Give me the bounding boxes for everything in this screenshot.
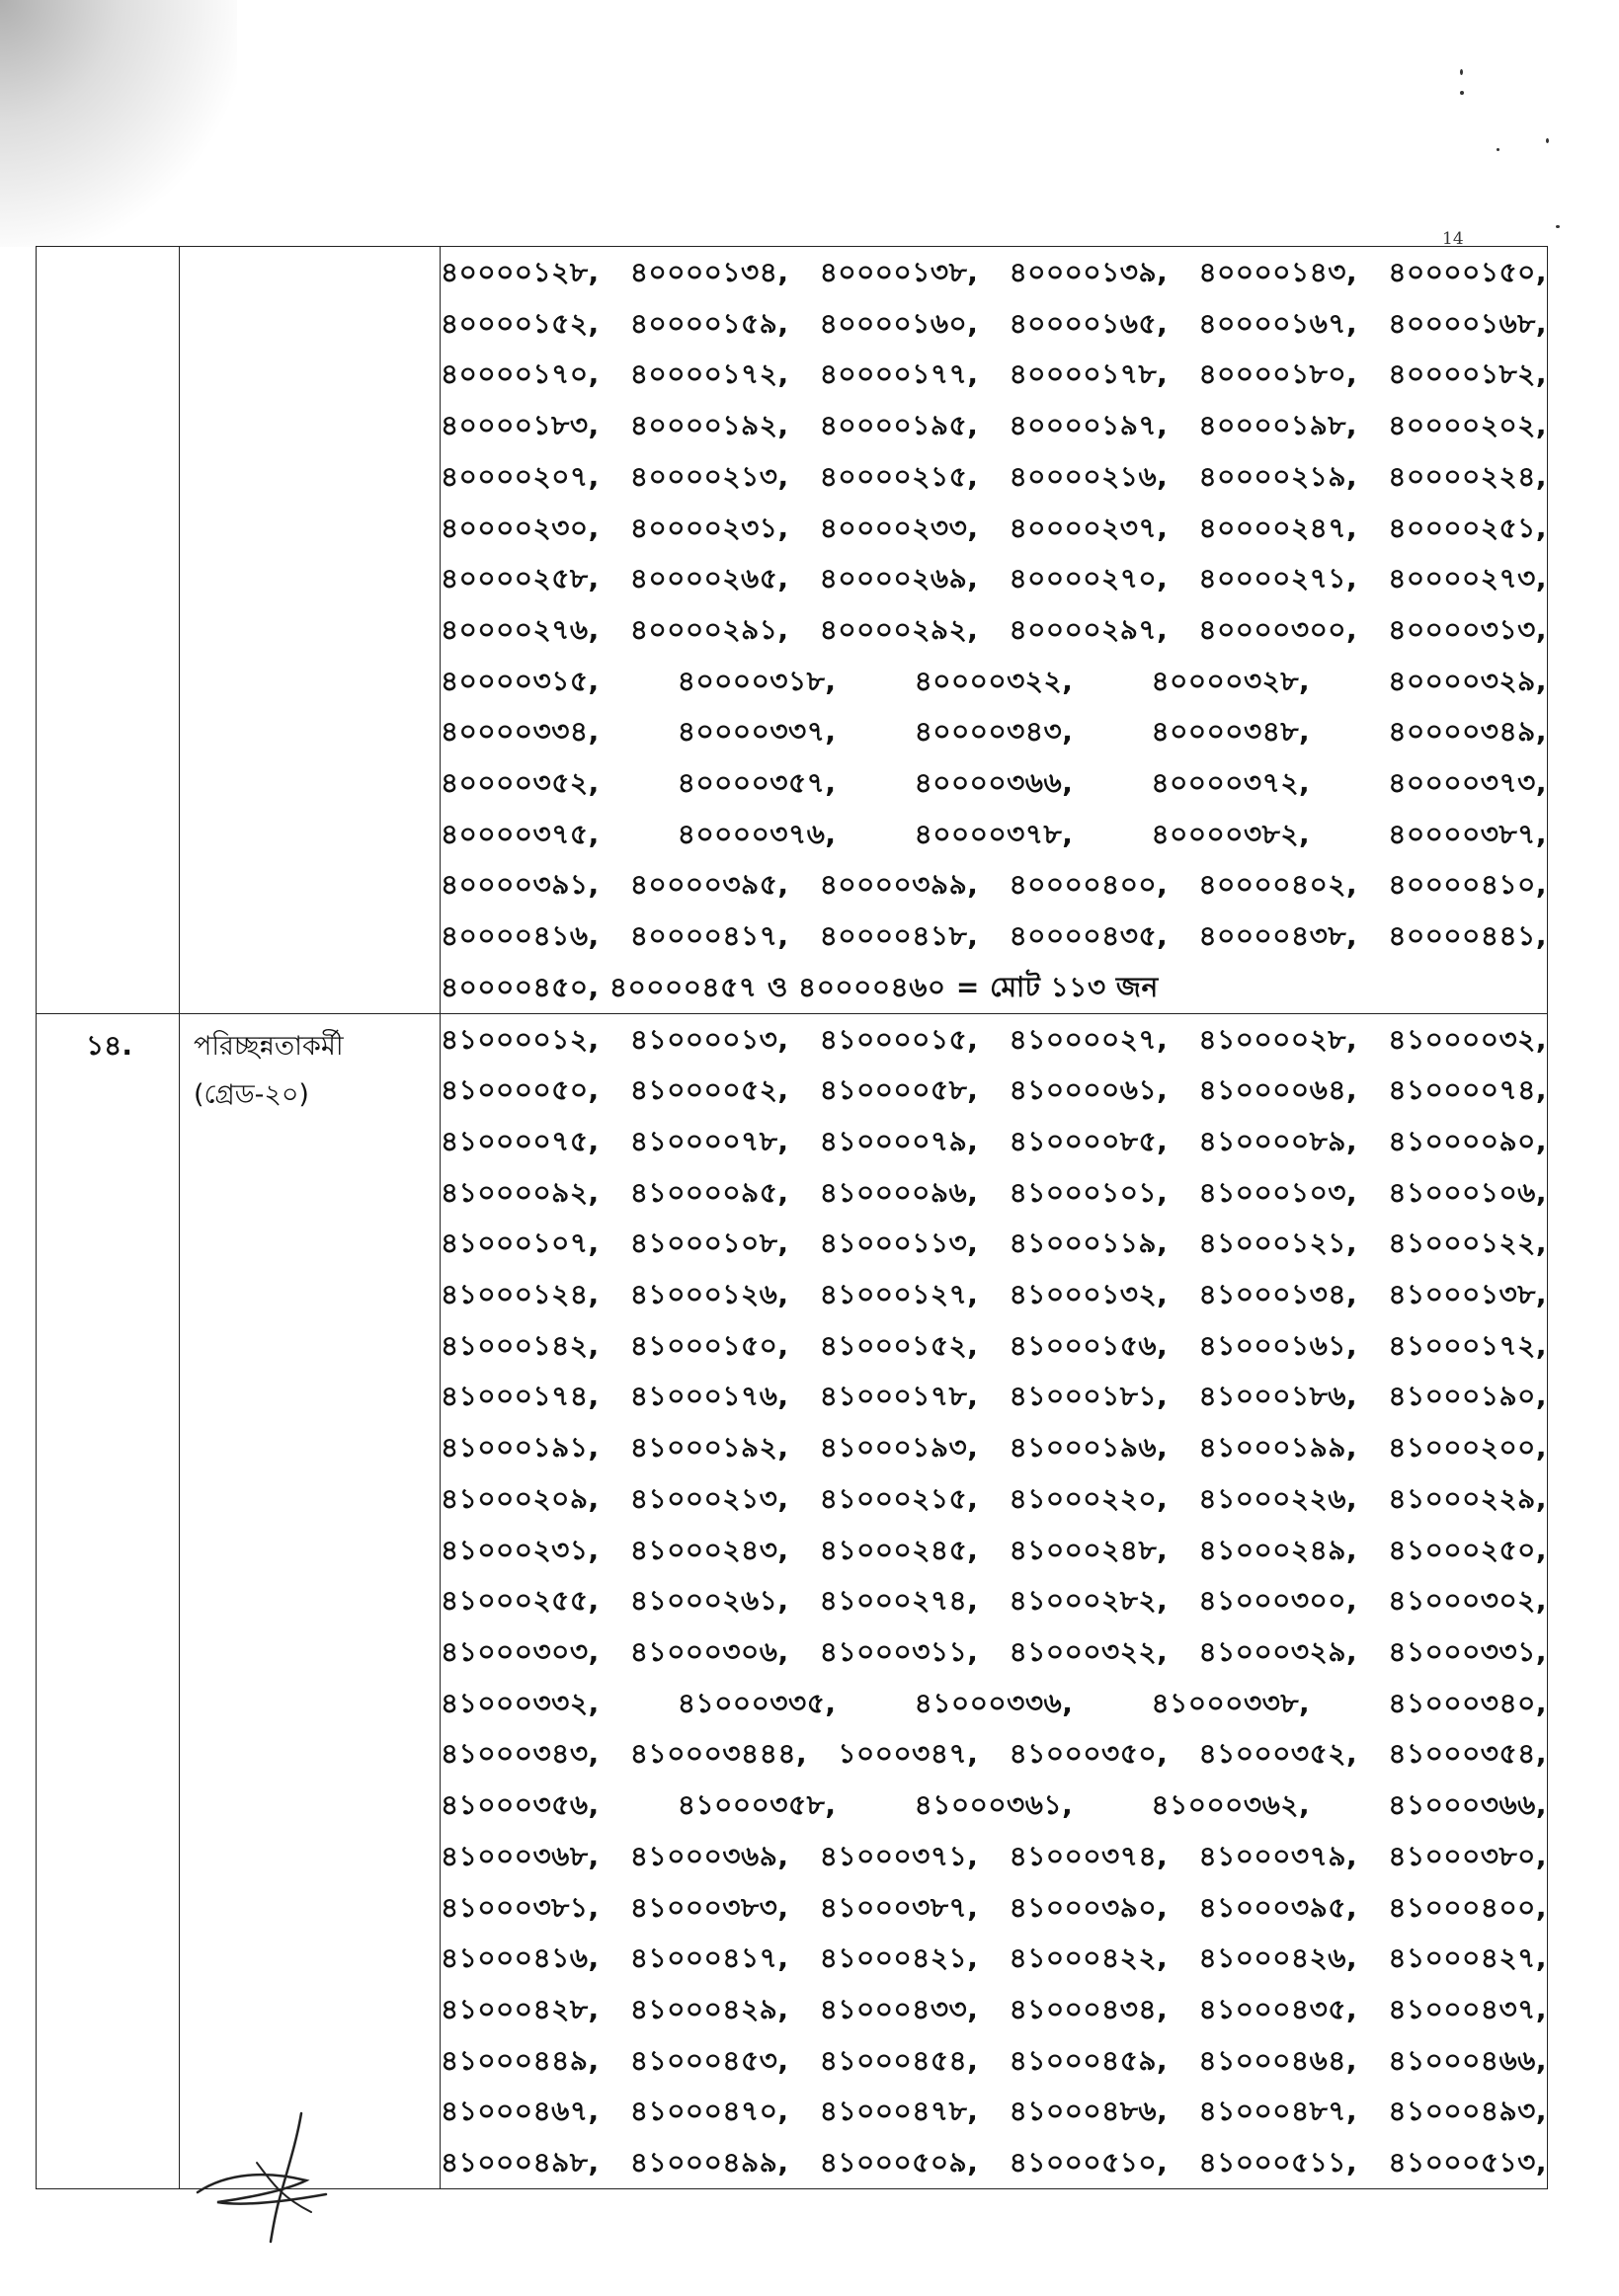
table-row <box>37 247 1548 1014</box>
page-number: 14 <box>1442 229 1464 249</box>
serial-cell <box>37 1013 180 2188</box>
scan-speck <box>1460 91 1464 95</box>
roll-line: ৪১০০০১৪২, ৪১০০০১৫০, ৪১০০০১৫২, ৪১০০০১৫৬, ৪১০০০১৬১, ৪১০০০১৭২, <box>441 1328 1547 1362</box>
scan-speck <box>1556 225 1560 228</box>
serial-cell <box>37 247 180 1014</box>
serial-number: ১৪. <box>86 1028 132 1062</box>
signature-icon <box>188 2103 346 2252</box>
roll-line: ৪১০০০৩৩২, ৪১০০০৩৩৫, ৪১০০০৩৩৬, ৪১০০০৩৩৮, ৪১০০০৩৪০, <box>441 1686 1547 1719</box>
roll-line: ৪১০০০০১২, ৪১০০০০১৩, ৪১০০০০১৫, ৪১০০০০২৭, ৪১০০০০২৮, ৪১০০০০৩২, <box>441 1022 1547 1056</box>
roll-line: ৪১০০০৪১৬, ৪১০০০৪১৭, ৪১০০০৪২১, ৪১০০০৪২২, ৪১০০০৪২৬, ৪১০০০৪২৭, <box>441 1941 1547 1975</box>
roll-line: ৪০০০০৩৩৪, ৪০০০০৩৩৭, ৪০০০০৩৪৩, ৪০০০০৩৪৮, ৪০০০০৩৪৯, <box>441 715 1547 749</box>
roll-numbers-cell <box>441 1013 1548 2188</box>
roll-line: ৪১০০০৪২৮, ৪১০০০৪২৯, ৪১০০০৪৩৩, ৪১০০০৪৩৪, ৪১০০০৪৩৫, ৪১০০০৪৩৭, <box>441 1992 1547 2025</box>
roll-line: ৪০০০০২০৭, ৪০০০০২১৩, ৪০০০০২১৫, ৪০০০০২১৬, ৪০০০০২১৯, ৪০০০০২২৪, <box>441 459 1547 493</box>
roll-line: ৪১০০০০৫০, ৪১০০০০৫২, ৪১০০০০৫৮, ৪১০০০০৬১, ৪১০০০০৬৪, ৪১০০০০৭৪, <box>441 1073 1547 1107</box>
roll-line: ৪১০০০১৯১, ৪১০০০১৯২, ৪১০০০১৯৩, ৪১০০০১৯৬, ৪১০০০১৯৯, ৪১০০০২০০, <box>441 1431 1547 1465</box>
roll-line: ৪১০০০৪৯৮, ৪১০০০৪৯৯, ৪১০০০৫০৯, ৪১০০০৫১০, ৪১০০০৫১১, ৪১০০০৫১৩, <box>441 2146 1547 2179</box>
roll-line: ৪১০০০৩৫৬, ৪১০০০৩৫৮, ৪১০০০৩৬১, ৪১০০০৩৬২, ৪১০০০৩৬৬, <box>441 1788 1547 1822</box>
roll-line: ৪০০০০১২৮, ৪০০০০১৩৪, ৪০০০০১৩৮, ৪০০০০১৩৯, ৪০০০০১৪৩, ৪০০০০১৫০, <box>441 256 1547 288</box>
roll-line: ৪১০০০২৩১, ৪১০০০২৪৩, ৪১০০০২৪৫, ৪১০০০২৪৮, ৪১০০০২৪৯, ৪১০০০২৫০, <box>441 1533 1547 1566</box>
roll-line: ৪০০০০৩৫২, ৪০০০০৩৫৭, ৪০০০০৩৬৬, ৪০০০০৩৭২, ৪০০০০৩৭৩, <box>441 766 1547 800</box>
serial-number <box>37 247 179 257</box>
post-grade: (গ্রেড-২০) <box>194 1078 309 1110</box>
roll-line: ৪১০০০৩০৩, ৪১০০০৩০৬, ৪১০০০৩১১, ৪১০০০৩২২, ৪১০০০৩২৯, ৪১০০০৩৩১, <box>441 1634 1547 1668</box>
roll-line: ৪০০০০৩৯১, ৪০০০০৩৯৫, ৪০০০০৩৯৯, ৪০০০০৪০০, ৪০০০০৪০২, ৪০০০০৪১০, <box>441 868 1547 902</box>
candidate-list-table <box>36 246 1548 2189</box>
roll-line: ৪০০০০৩৭৫, ৪০০০০৩৭৬, ৪০০০০৩৭৮, ৪০০০০৩৮২, ৪০০০০৩৮৭, <box>441 817 1547 850</box>
post-cell <box>180 247 441 1014</box>
roll-numbers-cell <box>441 247 1548 1014</box>
roll-line: ৪১০০০২৫৫, ৪১০০০২৬১, ৪১০০০২৭৪, ৪১০০০২৮২, ৪১০০০৩০০, ৪১০০০৩০২, <box>441 1584 1547 1618</box>
total-count-line: ৪০০০০৪৫০, ৪০০০০৪৫৭ ও ৪০০০০৪৬০ = মোট ১১৩ জন <box>441 970 1159 1003</box>
scan-shadow <box>0 0 237 247</box>
scan-speck <box>1460 69 1463 75</box>
scan-speck <box>1497 148 1499 151</box>
roll-line: ৪০০০০২৫৮, ৪০০০০২৬৫, ৪০০০০২৬৯, ৪০০০০২৭০, ৪০০০০২৭১, ৪০০০০২৭৩, <box>441 562 1547 595</box>
roll-line: ৪১০০০৪৪৯, ৪১০০০৪৫৩, ৪১০০০৪৫৪, ৪১০০০৪৫৯, ৪১০০০৪৬৪, ৪১০০০৪৬৬, <box>441 2043 1547 2077</box>
table-row <box>37 1013 1548 2188</box>
roll-line: ৪১০০০৪৬৭, ৪১০০০৪৭০, ৪১০০০৪৭৮, ৪১০০০৪৮৬, ৪১০০০৪৮৭, ৪১০০০৪৯৩, <box>441 2095 1547 2128</box>
post-name: পরিচ্ছন্নতাকর্মী <box>194 1030 344 1062</box>
roll-line: ৪১০০০৩৪৩, ৪১০০০৩৪৪৪, ১০০০৩৪৭, ৪১০০০৩৫০, ৪১০০০৩৫২, ৪১০০০৩৫৪, <box>441 1737 1547 1771</box>
roll-line: ৪০০০০৪১৬, ৪০০০০৪১৭, ৪০০০০৪১৮, ৪০০০০৪৩৫, ৪০০০০৪৩৮, ৪০০০০৪৪১, <box>441 919 1547 953</box>
roll-line: ৪০০০০১৮৩, ৪০০০০১৯২, ৪০০০০১৯৫, ৪০০০০১৯৭, ৪০০০০১৯৮, ৪০০০০২০২, <box>441 409 1547 442</box>
roll-line: ৪১০০০৩৮১, ৪১০০০৩৮৩, ৪১০০০৩৮৭, ৪১০০০৩৯০, ৪১০০০৩৯৫, ৪১০০০৪০০, <box>441 1890 1547 1924</box>
roll-line: ৪১০০০১৭৪, ৪১০০০১৭৬, ৪১০০০১৭৮, ৪১০০০১৮১, ৪১০০০১৮৬, ৪১০০০১৯০, <box>441 1380 1547 1413</box>
roll-line: ৪০০০০১৫২, ৪০০০০১৫৯, ৪০০০০১৬০, ৪০০০০১৬৫, ৪০০০০১৬৭, ৪০০০০১৬৮, <box>441 306 1547 340</box>
roll-line: ৪০০০০২৩০, ৪০০০০২৩১, ৪০০০০২৩৩, ৪০০০০২৩৭, ৪০০০০২৪৭, ৪০০০০২৫১, <box>441 511 1547 544</box>
roll-line: ৪১০০০১০৭, ৪১০০০১০৮, ৪১০০০১১৩, ৪১০০০১১৯, ৪১০০০১২১, ৪১০০০১২২, <box>441 1227 1547 1260</box>
roll-line: ৪১০০০১২৪, ৪১০০০১২৬, ৪১০০০১২৭, ৪১০০০১৩২, ৪১০০০১৩৪, ৪১০০০১৩৮, <box>441 1278 1547 1311</box>
post-cell <box>180 1013 441 2188</box>
roll-line: ৪১০০০০৯২, ৪১০০০০৯৫, ৪১০০০০৯৬, ৪১০০০১০১, ৪১০০০১০৩, ৪১০০০১০৬, <box>441 1175 1547 1209</box>
roll-line: ৪০০০০২৭৬, ৪০০০০২৯১, ৪০০০০২৯২, ৪০০০০২৯৭, ৪০০০০৩০০, ৪০০০০৩১৩, <box>441 612 1547 646</box>
roll-line: ৪১০০০০৭৫, ৪১০০০০৭৮, ৪১০০০০৭৯, ৪১০০০০৮৫, ৪১০০০০৮৯, ৪১০০০০৯০, <box>441 1124 1547 1157</box>
roll-line: ৪১০০০২০৯, ৪১০০০২১৩, ৪১০০০২১৫, ৪১০০০২২০, ৪১০০০২২৬, ৪১০০০২২৯, <box>441 1481 1547 1515</box>
scan-speck <box>1546 138 1549 143</box>
roll-line: ৪০০০০১৭০, ৪০০০০১৭২, ৪০০০০১৭৭, ৪০০০০১৭৮, ৪০০০০১৮০, ৪০০০০১৮২, <box>441 357 1547 391</box>
roll-line: ৪০০০০৩১৫, ৪০০০০৩১৮, ৪০০০০৩২২, ৪০০০০৩২৮, ৪০০০০৩২৯, <box>441 664 1547 697</box>
roll-line: ৪১০০০৩৬৮, ৪১০০০৩৬৯, ৪১০০০৩৭১, ৪১০০০৩৭৪, ৪১০০০৩৭৯, ৪১০০০৩৮০, <box>441 1839 1547 1872</box>
